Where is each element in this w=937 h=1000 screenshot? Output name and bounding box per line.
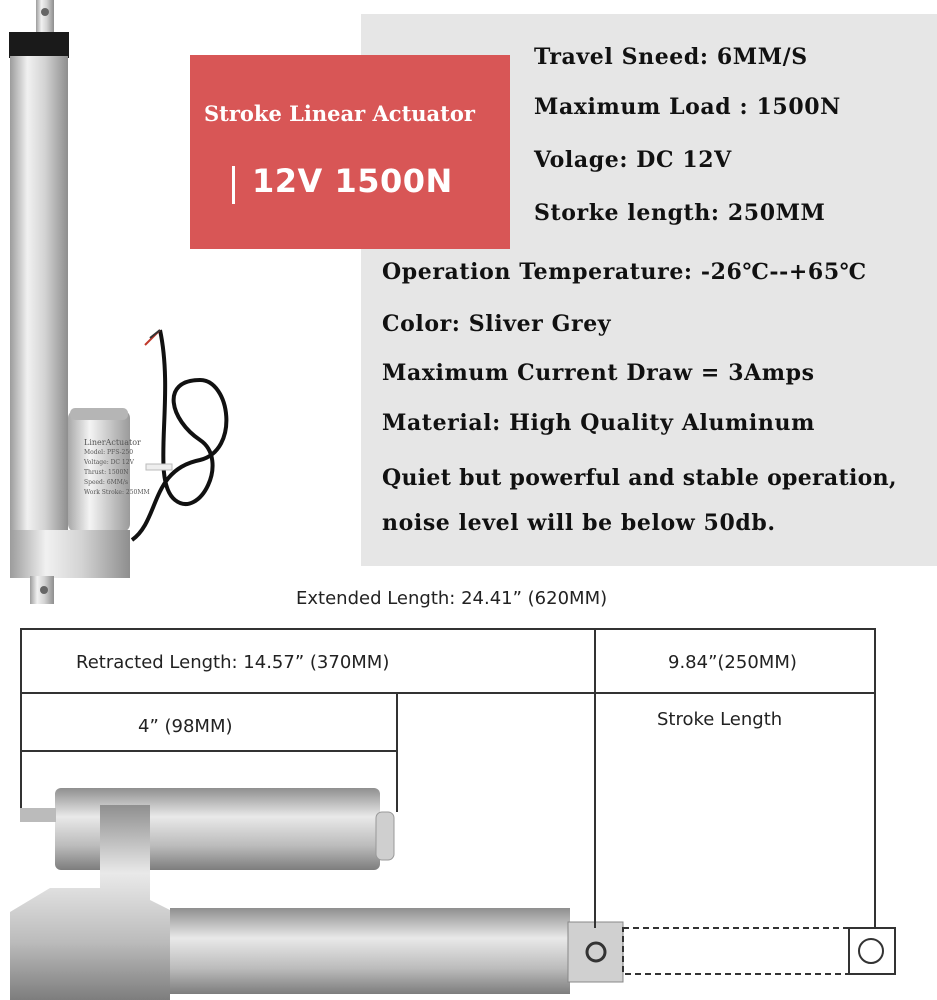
spec-max-load: Maximum Load : 1500N: [534, 94, 841, 120]
diagram-extended-end: [849, 928, 895, 974]
diagram-rear-pin: [20, 808, 56, 822]
motor-length-label: 4” (98MM): [138, 716, 233, 737]
motor-label-speed: Speed: 6MM/s: [84, 479, 129, 486]
badge-separator: [232, 166, 235, 204]
stroke-length-label: Stroke Length: [657, 709, 783, 730]
stroke-value-label: 9.84”(250MM): [668, 652, 797, 673]
retracted-length-label: Retracted Length: 14.57” (370MM): [76, 652, 390, 673]
bottom-mount-hole: [40, 586, 48, 594]
spec-color: Color: Sliver Grey: [382, 311, 612, 337]
dim-line-motor-end: [396, 692, 398, 812]
black-wire: [150, 330, 160, 338]
motor-label-stroke: Work Stroke: 250MM: [84, 489, 150, 496]
dim-line-motor: [20, 750, 398, 752]
dim-line-middle: [20, 692, 876, 694]
badge-spec: 12V 1500N: [252, 162, 453, 200]
spec-operation-temperature: Operation Temperature: -26℃--+65℃: [382, 259, 867, 285]
spec-noise-line-1: Quiet but powerful and stable operation,: [382, 465, 897, 491]
spec-material: Material: High Quality Aluminum: [382, 410, 815, 436]
extended-length-label: Extended Length: 24.41” (620MM): [296, 588, 608, 609]
end-cap: [9, 32, 69, 58]
dim-line-left: [20, 628, 22, 808]
spec-stroke-length: Storke length: 250MM: [534, 200, 826, 226]
dim-line-right: [874, 628, 876, 928]
spec-noise-line-2: noise level will be below 50db.: [382, 510, 776, 536]
motor-label: [84, 438, 150, 498]
diagram-extended-rod: [623, 928, 849, 974]
power-cable: [132, 330, 226, 540]
motor-label-brand: LinerActuator: [84, 438, 141, 447]
main-tube: [10, 56, 68, 534]
product-badge: [190, 55, 510, 249]
diagram-motor-endcap: [376, 812, 394, 860]
motor-cap: [70, 408, 128, 420]
dim-line-stroke-start: [594, 628, 596, 928]
motor-label-voltage: Voltage: DC 12V: [84, 459, 134, 466]
dim-line-top: [20, 628, 876, 630]
top-mount-hole: [41, 8, 49, 16]
spec-max-current: Maximum Current Draw = 3Amps: [382, 360, 815, 386]
spec-voltage: Volage: DC 12V: [534, 147, 732, 173]
diagram-outer-tube: [170, 908, 570, 994]
badge-title: Stroke Linear Actuator: [204, 101, 475, 126]
diagram-rod-end: [568, 922, 623, 982]
cable-tie: [146, 464, 172, 470]
motor-label-thrust: Thrust: 1500N: [84, 469, 129, 476]
motor-label-model: Model: PFS-250: [84, 449, 134, 456]
gearbox: [10, 530, 130, 578]
spec-travel-speed: Travel Sneed: 6MM/S: [534, 44, 808, 70]
